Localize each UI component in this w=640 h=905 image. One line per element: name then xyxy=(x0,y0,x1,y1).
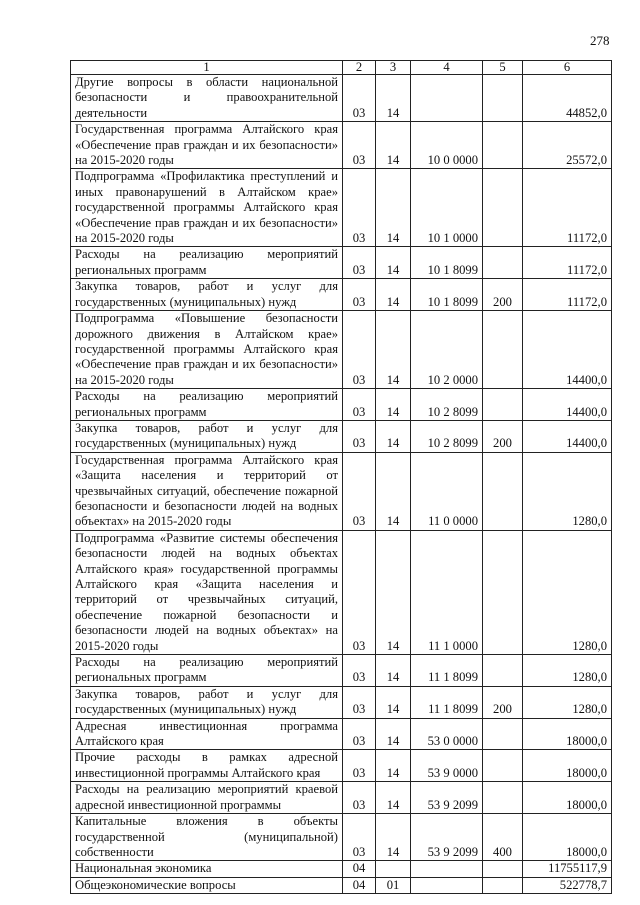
row-section-cell: 03 xyxy=(343,311,376,389)
row-target-article-cell: 53 0 0000 xyxy=(411,718,483,750)
table-row xyxy=(71,530,612,654)
row-target-article-cell: 10 1 0000 xyxy=(411,169,483,247)
header-cell: 6 xyxy=(523,61,612,75)
row-expense-type-cell xyxy=(483,311,523,389)
row-amount-cell: 522778,7 xyxy=(523,877,612,893)
row-name-cell: Закупка товаров, работ и услуг для государственных (муниципальных) нужд xyxy=(71,686,343,718)
row-section-cell: 03 xyxy=(343,782,376,814)
row-subsection-cell: 14 xyxy=(376,750,411,782)
header-cell: 3 xyxy=(376,61,411,75)
table-row xyxy=(71,877,612,893)
row-name-cell: Подпрограмма «Повышение безопасности дорожного движения в Алтайском крае» государственной программы Алтайского края «Обеспечение прав граждан и их безопасности» на 2015-2020 годы xyxy=(71,311,343,389)
table-row xyxy=(71,311,612,389)
row-expense-type-cell xyxy=(483,861,523,877)
row-expense-type-cell xyxy=(483,530,523,654)
row-amount-cell: 14400,0 xyxy=(523,389,612,421)
row-section-cell: 03 xyxy=(343,389,376,421)
table-row xyxy=(71,279,612,311)
budget-table xyxy=(70,60,612,894)
row-target-article-cell: 11 1 8099 xyxy=(411,655,483,687)
row-amount-cell: 1280,0 xyxy=(523,452,612,530)
table-row xyxy=(71,122,612,169)
row-target-article-cell: 53 9 2099 xyxy=(411,814,483,861)
row-subsection-cell: 14 xyxy=(376,389,411,421)
row-amount-cell: 25572,0 xyxy=(523,122,612,169)
row-section-cell: 03 xyxy=(343,655,376,687)
row-expense-type-cell xyxy=(483,247,523,279)
row-amount-cell: 1280,0 xyxy=(523,686,612,718)
row-expense-type-cell xyxy=(483,75,523,122)
row-name-cell: Подпрограмма «Развитие системы обеспечения безопасности людей на водных объектах Алтайского края» государственной программы Алтайского края «Защита населения и территорий от чрезвычайных ситуаций, обеспечение пожарной безопасности и безопасности людей на водных объектах» на 2015-2020 годы xyxy=(71,530,343,654)
table-row xyxy=(71,655,612,687)
row-target-article-cell xyxy=(411,877,483,893)
row-target-article-cell: 10 1 8099 xyxy=(411,279,483,311)
row-section-cell: 03 xyxy=(343,814,376,861)
row-subsection-cell: 14 xyxy=(376,279,411,311)
row-target-article-cell xyxy=(411,75,483,122)
row-expense-type-cell: 200 xyxy=(483,420,523,452)
table-row xyxy=(71,389,612,421)
row-target-article-cell xyxy=(411,861,483,877)
header-cell: 5 xyxy=(483,61,523,75)
row-subsection-cell: 14 xyxy=(376,420,411,452)
header-cell: 4 xyxy=(411,61,483,75)
row-target-article-cell: 10 2 8099 xyxy=(411,420,483,452)
row-name-cell: Расходы на реализацию мероприятий региональных программ xyxy=(71,655,343,687)
row-target-article-cell: 10 2 0000 xyxy=(411,311,483,389)
row-section-cell: 03 xyxy=(343,750,376,782)
row-amount-cell: 11172,0 xyxy=(523,247,612,279)
table-row xyxy=(71,750,612,782)
table-row xyxy=(71,718,612,750)
row-name-cell: Закупка товаров, работ и услуг для государственных (муниципальных) нужд xyxy=(71,279,343,311)
row-name-cell: Расходы на реализацию мероприятий краевой адресной инвестиционной программы xyxy=(71,782,343,814)
row-expense-type-cell xyxy=(483,389,523,421)
table-row xyxy=(71,452,612,530)
row-subsection-cell: 14 xyxy=(376,530,411,654)
row-amount-cell: 14400,0 xyxy=(523,420,612,452)
row-amount-cell: 44852,0 xyxy=(523,75,612,122)
row-target-article-cell: 10 0 0000 xyxy=(411,122,483,169)
row-amount-cell: 11755117,9 xyxy=(523,861,612,877)
row-expense-type-cell xyxy=(483,718,523,750)
row-subsection-cell: 14 xyxy=(376,247,411,279)
row-target-article-cell: 10 2 8099 xyxy=(411,389,483,421)
row-expense-type-cell xyxy=(483,655,523,687)
row-subsection-cell: 14 xyxy=(376,782,411,814)
row-target-article-cell: 11 1 8099 xyxy=(411,686,483,718)
header-cell: 2 xyxy=(343,61,376,75)
row-name-cell: Закупка товаров, работ и услуг для государственных (муниципальных) нужд xyxy=(71,420,343,452)
row-expense-type-cell xyxy=(483,750,523,782)
row-section-cell: 03 xyxy=(343,122,376,169)
row-name-cell: Государственная программа Алтайского края «Защита населения и территорий от чрезвычайных ситуаций, обеспечение пожарной безопасности и безопасности людей на водных объектах» на 2015-2020 годы xyxy=(71,452,343,530)
row-expense-type-cell: 400 xyxy=(483,814,523,861)
row-amount-cell: 18000,0 xyxy=(523,718,612,750)
header-cell: 1 xyxy=(71,61,343,75)
row-subsection-cell: 14 xyxy=(376,122,411,169)
row-target-article-cell: 11 1 0000 xyxy=(411,530,483,654)
table-row xyxy=(71,247,612,279)
row-subsection-cell: 14 xyxy=(376,75,411,122)
row-section-cell: 03 xyxy=(343,718,376,750)
row-subsection-cell: 14 xyxy=(376,311,411,389)
row-section-cell: 03 xyxy=(343,247,376,279)
row-expense-type-cell xyxy=(483,122,523,169)
page-number: 278 xyxy=(590,33,610,48)
table-row xyxy=(71,75,612,122)
row-section-cell: 03 xyxy=(343,169,376,247)
row-name-cell: Адресная инвестиционная программа Алтайского края xyxy=(71,718,343,750)
row-name-cell: Общеэкономические вопросы xyxy=(71,877,343,893)
row-expense-type-cell xyxy=(483,452,523,530)
row-section-cell: 03 xyxy=(343,420,376,452)
row-name-cell: Государственная программа Алтайского края «Обеспечение прав граждан и их безопасности» на 2015-2020 годы xyxy=(71,122,343,169)
table-row xyxy=(71,782,612,814)
table-row xyxy=(71,169,612,247)
row-amount-cell: 11172,0 xyxy=(523,279,612,311)
row-section-cell: 03 xyxy=(343,686,376,718)
row-name-cell: Расходы на реализацию мероприятий региональных программ xyxy=(71,389,343,421)
row-amount-cell: 11172,0 xyxy=(523,169,612,247)
table-row xyxy=(71,861,612,877)
row-section-cell: 03 xyxy=(343,530,376,654)
row-target-article-cell: 53 9 2099 xyxy=(411,782,483,814)
row-section-cell: 04 xyxy=(343,861,376,877)
row-target-article-cell: 11 0 0000 xyxy=(411,452,483,530)
row-name-cell: Другие вопросы в области национальной безопасности и правоохранительной деятельности xyxy=(71,75,343,122)
row-name-cell: Подпрограмма «Профилактика преступлений и иных правонарушений в Алтайском крае» государственной программы Алтайского края «Обеспечение прав граждан и их безопасности» на 2015-2020 годы xyxy=(71,169,343,247)
row-expense-type-cell xyxy=(483,877,523,893)
row-expense-type-cell xyxy=(483,169,523,247)
row-subsection-cell: 14 xyxy=(376,452,411,530)
row-target-article-cell: 10 1 8099 xyxy=(411,247,483,279)
row-amount-cell: 18000,0 xyxy=(523,814,612,861)
table-row xyxy=(71,420,612,452)
row-section-cell: 03 xyxy=(343,75,376,122)
row-amount-cell: 14400,0 xyxy=(523,311,612,389)
row-subsection-cell: 14 xyxy=(376,686,411,718)
row-subsection-cell: 14 xyxy=(376,718,411,750)
row-subsection-cell xyxy=(376,861,411,877)
table-row xyxy=(71,686,612,718)
row-amount-cell: 1280,0 xyxy=(523,655,612,687)
row-section-cell: 03 xyxy=(343,279,376,311)
row-amount-cell: 18000,0 xyxy=(523,750,612,782)
row-name-cell: Капитальные вложения в объекты государственной (муниципальной) собственности xyxy=(71,814,343,861)
row-target-article-cell: 53 9 0000 xyxy=(411,750,483,782)
row-amount-cell: 18000,0 xyxy=(523,782,612,814)
row-subsection-cell: 01 xyxy=(376,877,411,893)
row-expense-type-cell xyxy=(483,782,523,814)
row-section-cell: 03 xyxy=(343,452,376,530)
row-section-cell: 04 xyxy=(343,877,376,893)
table-row xyxy=(71,814,612,861)
row-name-cell: Национальная экономика xyxy=(71,861,343,877)
row-name-cell: Расходы на реализацию мероприятий региональных программ xyxy=(71,247,343,279)
row-name-cell: Прочие расходы в рамках адресной инвестиционной программы Алтайского края xyxy=(71,750,343,782)
row-expense-type-cell: 200 xyxy=(483,686,523,718)
row-subsection-cell: 14 xyxy=(376,814,411,861)
row-subsection-cell: 14 xyxy=(376,169,411,247)
row-expense-type-cell: 200 xyxy=(483,279,523,311)
table-header-row xyxy=(71,61,612,75)
row-subsection-cell: 14 xyxy=(376,655,411,687)
row-amount-cell: 1280,0 xyxy=(523,530,612,654)
